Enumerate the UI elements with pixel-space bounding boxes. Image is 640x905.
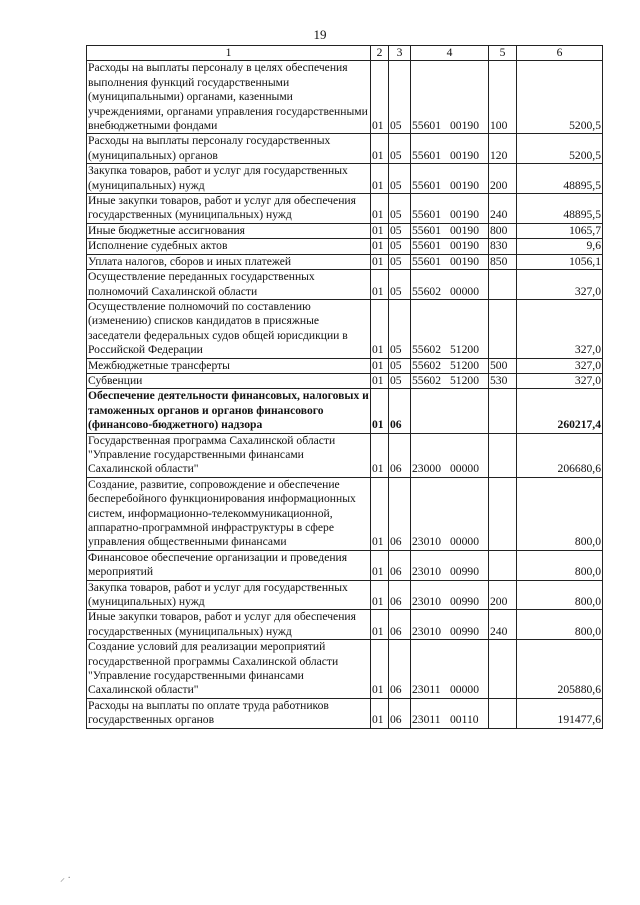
row-section-code: 01 <box>371 640 389 699</box>
table-row <box>87 254 603 269</box>
row-target-article-direction: 00190 <box>450 119 479 133</box>
row-expense-type <box>489 433 517 477</box>
row-section-code: 01 <box>371 223 389 238</box>
row-name: Расходы на выплаты персоналу в целях обеспечения выполнения функций государственными (муниципальными) органами, казенными учреждениями, органами управления государственными внебюджетными фондами <box>87 61 371 134</box>
table-row <box>87 299 603 358</box>
row-target-article-direction: 51200 <box>450 358 479 372</box>
row-amount: 327,0 <box>517 270 603 300</box>
table-row <box>87 134 603 164</box>
row-subsection-code: 06 <box>389 477 411 550</box>
table-row <box>87 433 603 477</box>
row-target-article <box>411 61 489 134</box>
row-expense-type: 200 <box>489 164 517 194</box>
row-section-code: 01 <box>371 164 389 194</box>
header-col-2: 2 <box>371 46 389 61</box>
row-name: Закупка товаров, работ и услуг для государственных (муниципальных) нужд <box>87 580 371 610</box>
row-expense-type <box>489 477 517 550</box>
row-target-article-program: 55601 <box>412 208 441 222</box>
row-target-article-program: 55601 <box>412 119 441 133</box>
row-name: Уплата налогов, сборов и иных платежей <box>87 254 371 269</box>
row-amount: 800,0 <box>517 477 603 550</box>
row-name: Финансовое обеспечение организации и проведения мероприятий <box>87 550 371 580</box>
row-target-article-program: 55602 <box>412 373 441 387</box>
row-subsection-code: 05 <box>389 61 411 134</box>
row-target-article-direction: 00000 <box>450 284 479 298</box>
row-target-article <box>411 299 489 358</box>
row-amount: 205880,6 <box>517 640 603 699</box>
table-row <box>87 270 603 300</box>
table-row <box>87 698 603 728</box>
row-section-code: 01 <box>371 610 389 640</box>
row-name: Расходы на выплаты по оплате труда работников государственных органов <box>87 698 371 728</box>
row-target-article-direction: 00190 <box>450 208 479 222</box>
row-name: Осуществление полномочий по составлению (изменению) списков кандидатов в присяжные заседатели федеральных судов общей юрисдикции в Российской Федерации <box>87 299 371 358</box>
row-section-code: 01 <box>371 254 389 269</box>
row-name: Иные закупки товаров, работ и услуг для обеспечения государственных (муниципальных) нужд <box>87 610 371 640</box>
row-subsection-code: 05 <box>389 254 411 269</box>
row-target-article-program: 55602 <box>412 284 441 298</box>
row-target-article-program: 55601 <box>412 178 441 192</box>
row-expense-type: 200 <box>489 580 517 610</box>
header-col-3: 3 <box>389 46 411 61</box>
row-target-article <box>411 550 489 580</box>
row-subsection-code: 06 <box>389 610 411 640</box>
row-target-article <box>411 640 489 699</box>
header-col-1: 1 <box>87 46 371 61</box>
row-amount: 800,0 <box>517 550 603 580</box>
row-amount: 327,0 <box>517 358 603 373</box>
row-subsection-code: 06 <box>389 580 411 610</box>
row-amount: 1065,7 <box>517 223 603 238</box>
row-name: Межбюджетные трансферты <box>87 358 371 373</box>
row-expense-type: 120 <box>489 134 517 164</box>
table-row <box>87 640 603 699</box>
row-expense-type: 800 <box>489 223 517 238</box>
row-target-article <box>411 610 489 640</box>
row-subsection-code: 06 <box>389 640 411 699</box>
table-row <box>87 389 603 433</box>
row-expense-type: 830 <box>489 239 517 254</box>
row-amount: 800,0 <box>517 610 603 640</box>
row-amount: 1056,1 <box>517 254 603 269</box>
table-row <box>87 239 603 254</box>
table-row <box>87 610 603 640</box>
row-amount: 5200,5 <box>517 134 603 164</box>
row-target-article <box>411 270 489 300</box>
row-target-article-direction: 00190 <box>450 223 479 237</box>
table-row <box>87 477 603 550</box>
row-target-article-program: 23011 <box>412 713 441 727</box>
row-target-article-direction: 00000 <box>450 683 479 697</box>
row-name: Государственная программа Сахалинской области "Управление государственными финансами Сахалинской области" <box>87 433 371 477</box>
row-name: Обеспечение деятельности финансовых, налоговых и таможенных органов и органов финансового (финансово-бюджетного) надзора <box>88 389 369 432</box>
row-expense-type: 530 <box>489 373 517 388</box>
row-target-article-direction: 00000 <box>450 535 479 549</box>
row-target-article-direction: 51200 <box>450 343 479 357</box>
row-target-article <box>411 358 489 373</box>
row-target-article <box>411 239 489 254</box>
header-col-4: 4 <box>411 46 489 61</box>
table-row <box>87 61 603 134</box>
row-expense-type: 240 <box>489 194 517 224</box>
row-section-code: 01 <box>371 477 389 550</box>
table-row <box>87 223 603 238</box>
row-expense-type <box>489 640 517 699</box>
row-target-article-direction: 00990 <box>450 565 479 579</box>
row-expense-type <box>489 299 517 358</box>
row-amount: 48895,5 <box>517 164 603 194</box>
row-subsection-code: 06 <box>389 550 411 580</box>
row-target-article <box>411 223 489 238</box>
row-expense-type: 850 <box>489 254 517 269</box>
row-name: Создание условий для реализации мероприятий государственной программы Сахалинской области "Управление государственными финансами Сахалинской области" <box>87 640 371 699</box>
row-section-code: 01 <box>371 194 389 224</box>
row-section-code: 01 <box>371 299 389 358</box>
table-row <box>87 550 603 580</box>
row-target-article-program: 23011 <box>412 683 441 697</box>
table-row <box>87 373 603 388</box>
page-number: 19 <box>313 27 327 42</box>
row-section-code: 01 <box>371 389 389 433</box>
row-section-code: 01 <box>371 134 389 164</box>
row-amount: 9,6 <box>517 239 603 254</box>
row-expense-type: 100 <box>489 61 517 134</box>
row-target-article-direction: 00000 <box>450 462 479 476</box>
row-target-article-direction: 00190 <box>450 178 479 192</box>
row-target-article-direction: 00190 <box>450 254 479 268</box>
row-subsection-code: 05 <box>389 299 411 358</box>
row-amount: 260217,4 <box>517 389 603 433</box>
row-expense-type <box>489 270 517 300</box>
row-target-article-program: 23010 <box>412 565 441 579</box>
row-name: Иные закупки товаров, работ и услуг для обеспечения государственных (муниципальных) нужд <box>87 194 371 224</box>
row-section-code: 01 <box>371 358 389 373</box>
row-subsection-code: 05 <box>389 134 411 164</box>
budget-table <box>86 45 603 729</box>
row-target-article-direction: 00110 <box>450 713 479 727</box>
row-subsection-code: 05 <box>389 358 411 373</box>
row-expense-type: 240 <box>489 610 517 640</box>
row-section-code: 01 <box>371 550 389 580</box>
row-target-article-direction: 00190 <box>450 239 479 253</box>
row-subsection-code: 05 <box>389 194 411 224</box>
header-col-5: 5 <box>489 46 517 61</box>
row-target-article <box>411 373 489 388</box>
row-subsection-code: 05 <box>389 164 411 194</box>
row-target-article <box>411 389 489 433</box>
row-amount: 191477,6 <box>517 698 603 728</box>
row-target-article-program: 55601 <box>412 223 441 237</box>
row-expense-type: 500 <box>489 358 517 373</box>
row-name: Исполнение судебных актов <box>87 239 371 254</box>
row-target-article-program: 23010 <box>412 624 441 638</box>
header-col-6: 6 <box>517 46 603 61</box>
row-subsection-code: 06 <box>389 433 411 477</box>
row-target-article-program: 23010 <box>412 595 441 609</box>
row-name: Иные бюджетные ассигнования <box>87 223 371 238</box>
row-section-code: 01 <box>371 698 389 728</box>
row-target-article-program: 55601 <box>412 239 441 253</box>
row-amount: 48895,5 <box>517 194 603 224</box>
row-target-article-direction: 51200 <box>450 373 479 387</box>
row-amount: 206680,6 <box>517 433 603 477</box>
table-header-row <box>87 46 603 61</box>
row-target-article <box>411 477 489 550</box>
table-row <box>87 164 603 194</box>
row-target-article-program: 55602 <box>412 358 441 372</box>
row-section-code: 01 <box>371 239 389 254</box>
row-expense-type <box>489 550 517 580</box>
row-section-code: 01 <box>371 61 389 134</box>
scan-marks: ⸝ · <box>60 873 71 884</box>
row-target-article <box>411 698 489 728</box>
row-target-article-program: 23010 <box>412 535 441 549</box>
row-name: Субвенции <box>87 373 371 388</box>
row-subsection-code: 05 <box>389 270 411 300</box>
row-target-article-program: 55602 <box>412 343 441 357</box>
row-expense-type <box>489 698 517 728</box>
row-amount: 5200,5 <box>517 61 603 134</box>
row-name: Создание, развитие, сопровождение и обеспечение бесперебойного функционирования информационных систем, информационно-телекоммуникационной, аппаратно-программной инфраструктуры в сфере управления общественными финансами <box>87 477 371 550</box>
row-target-article <box>411 164 489 194</box>
row-subsection-code: 05 <box>389 239 411 254</box>
row-target-article <box>411 433 489 477</box>
row-name: Закупка товаров, работ и услуг для государственных (муниципальных) нужд <box>87 164 371 194</box>
row-amount: 800,0 <box>517 580 603 610</box>
row-section-code: 01 <box>371 433 389 477</box>
row-section-code: 01 <box>371 373 389 388</box>
table-row <box>87 358 603 373</box>
row-target-article <box>411 580 489 610</box>
row-name: Расходы на выплаты персоналу государственных (муниципальных) органов <box>87 134 371 164</box>
row-target-article-direction: 00990 <box>450 595 479 609</box>
row-section-code: 01 <box>371 580 389 610</box>
row-target-article <box>411 194 489 224</box>
row-amount: 327,0 <box>517 373 603 388</box>
table-row <box>87 580 603 610</box>
row-subsection-code: 05 <box>389 223 411 238</box>
row-target-article <box>411 134 489 164</box>
row-section-code: 01 <box>371 270 389 300</box>
row-amount: 327,0 <box>517 299 603 358</box>
row-subsection-code: 06 <box>389 389 411 433</box>
row-target-article-direction: 00190 <box>450 148 479 162</box>
row-target-article-direction: 00990 <box>450 624 479 638</box>
row-target-article <box>411 254 489 269</box>
table-row <box>87 194 603 224</box>
row-target-article-program: 55601 <box>412 148 441 162</box>
row-name: Осуществление переданных государственных полномочий Сахалинской области <box>87 270 371 300</box>
row-subsection-code: 05 <box>389 373 411 388</box>
row-expense-type <box>489 389 517 433</box>
row-target-article-program: 23000 <box>412 462 441 476</box>
row-subsection-code: 06 <box>389 698 411 728</box>
row-target-article-program: 55601 <box>412 254 441 268</box>
